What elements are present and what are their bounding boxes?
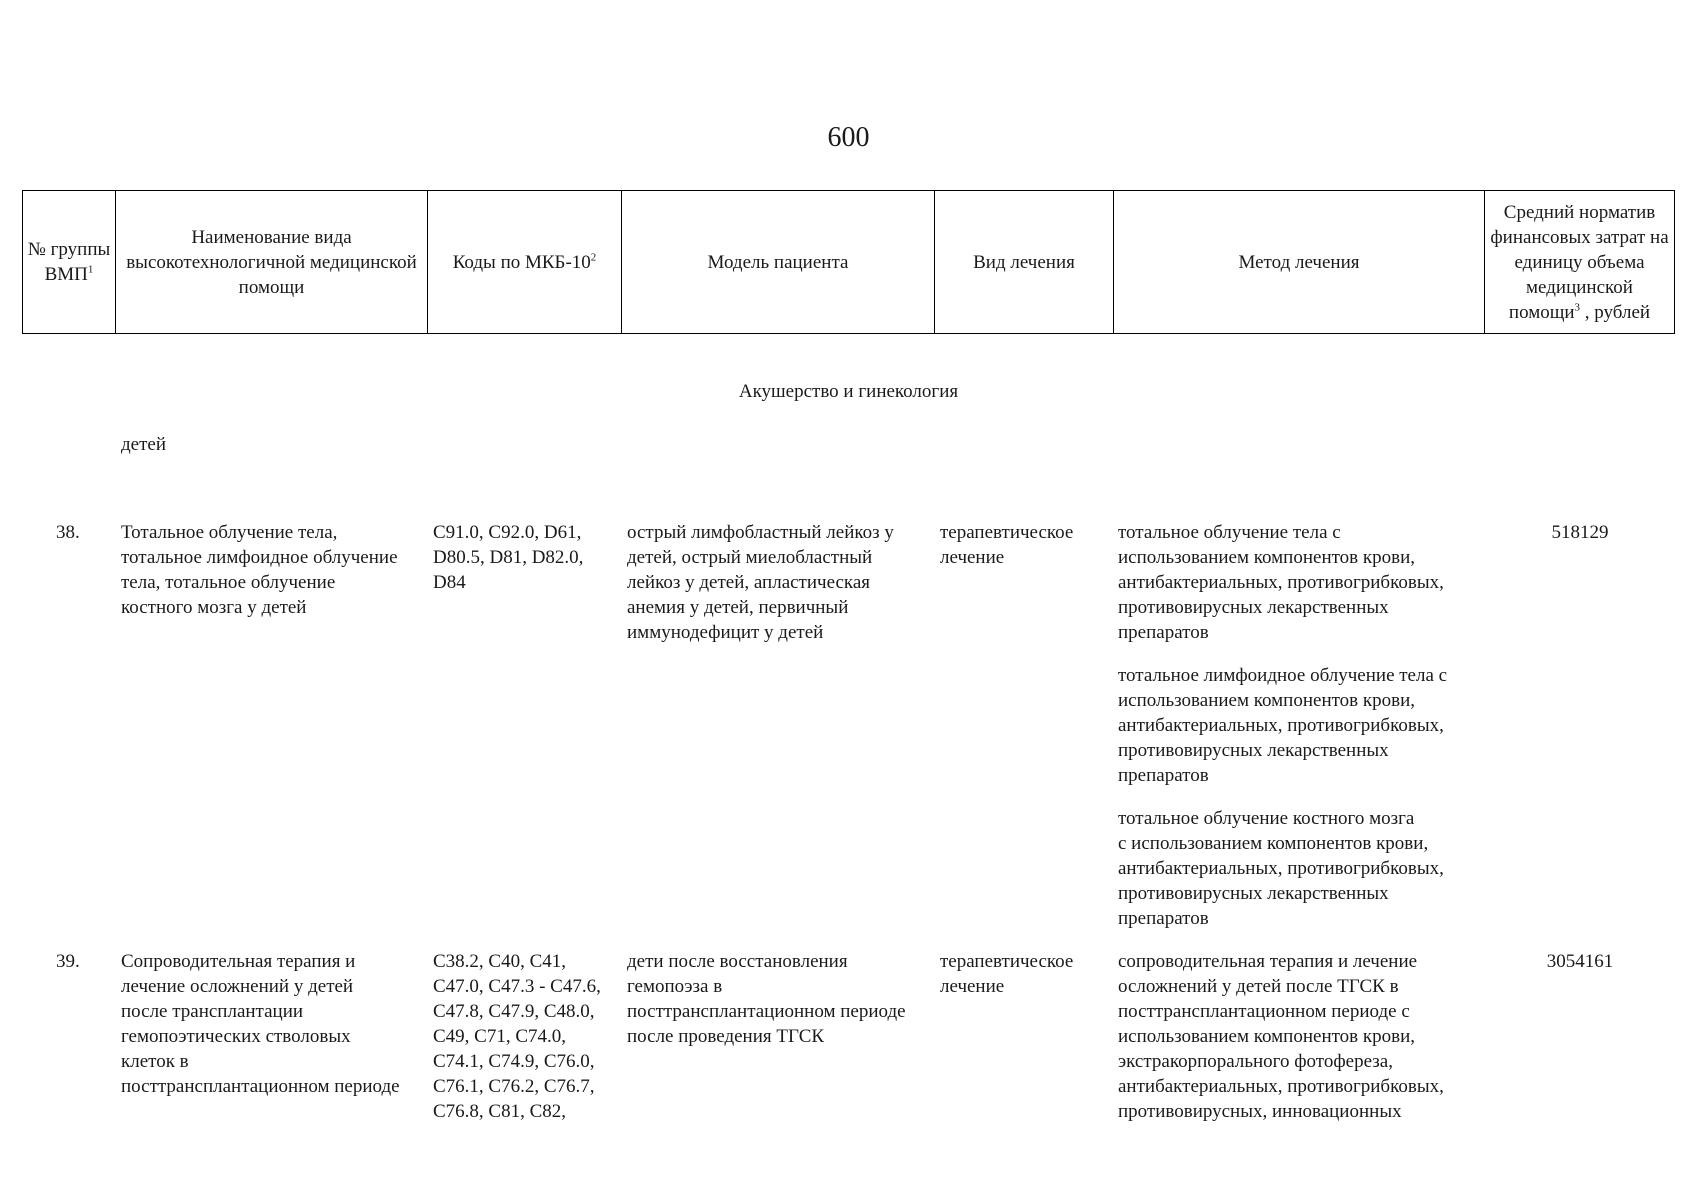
treatment-method: тотальное облучение костного мозга с использованием компонентов крови, антибактериальных, противогрибковых, противовирусных лекарственных препаратов: [1118, 808, 1444, 929]
header-treatment-method: Метод лечения: [1114, 191, 1485, 334]
cost-value: 518129: [1551, 522, 1609, 543]
section-title: Акушерство и гинекология: [738, 381, 959, 402]
header-group-number: № группы ВМП$^1$: [23, 191, 116, 334]
header-treatment-type: Вид лечения: [935, 191, 1114, 334]
care-type-name: Тотальное облучение тела, тотальное лимфоидное облучение тела, тотальное облучение костного мозга у детей: [121, 522, 398, 618]
header-patient-model: Модель пациента: [622, 191, 935, 334]
care-type-name: Сопроводительная терапия и лечение осложнений у детей после трансплантации гемопоэтических стволовых клеток в посттрансплантационном периоде: [121, 951, 400, 1097]
header-care-type-name: Наименование вида высокотехнологичной медицинской помощи: [116, 191, 428, 334]
treatment-method: тотальное лимфоидное облучение тела с использованием компонентов крови, антибактериальных, противогрибковых, противовирусных лекарственных препаратов: [1118, 665, 1448, 786]
row-number: 38.: [56, 522, 80, 543]
header-icd-codes: Коды по МКБ-$10^2$: [428, 191, 622, 334]
row-number: 39.: [56, 951, 80, 972]
cost-value: 3054161: [1546, 951, 1614, 972]
treatment-type: терапевтическое лечение: [940, 522, 1074, 568]
icd-codes: C91.0, C92.0, D61, D80.5, D81, D82.0, D84: [433, 522, 584, 593]
header-cost-standard: Средний норматив финансовых затрат на единицу объема медицинской помощи$^3$ , рублей: [1485, 191, 1675, 334]
page-number: 600: [827, 122, 870, 153]
icd-codes: C38.2, C40, C41, C47.0, C47.3 - C47.6, C47.8, C47.9, C48.0, C49, C71, C74.0, C74.1, C74.9, C76.0, C76.1, C76.2, C76.7, C76.8, C81, C82,: [433, 951, 601, 1122]
patient-model: острый лимфобластный лейкоз у детей, острый миелобластный лейкоз у детей, апластическая анемия у детей, первичный иммунодефицит у детей: [627, 522, 894, 643]
treatment-method: тотальное облучение тела с использованием компонентов крови, антибактериальных, противогрибковых, противовирусных лекарственных препаратов: [1118, 522, 1444, 643]
patient-model: дети после восстановления гемопоэза в посттрансплантационном периоде после проведения ТГСК: [627, 951, 906, 1047]
continuation-text: детей: [121, 434, 167, 455]
treatment-method: сопроводительная терапия и лечение осложнений у детей после ТГСК в посттрансплантационном периоде с использованием компонентов крови, экстракорпорального фотофереза, антибактериальных, противогрибковых, противовирусных, инновационных: [1118, 951, 1444, 1122]
table-header: [22, 190, 1675, 334]
treatment-type: терапевтическое лечение: [940, 951, 1074, 997]
